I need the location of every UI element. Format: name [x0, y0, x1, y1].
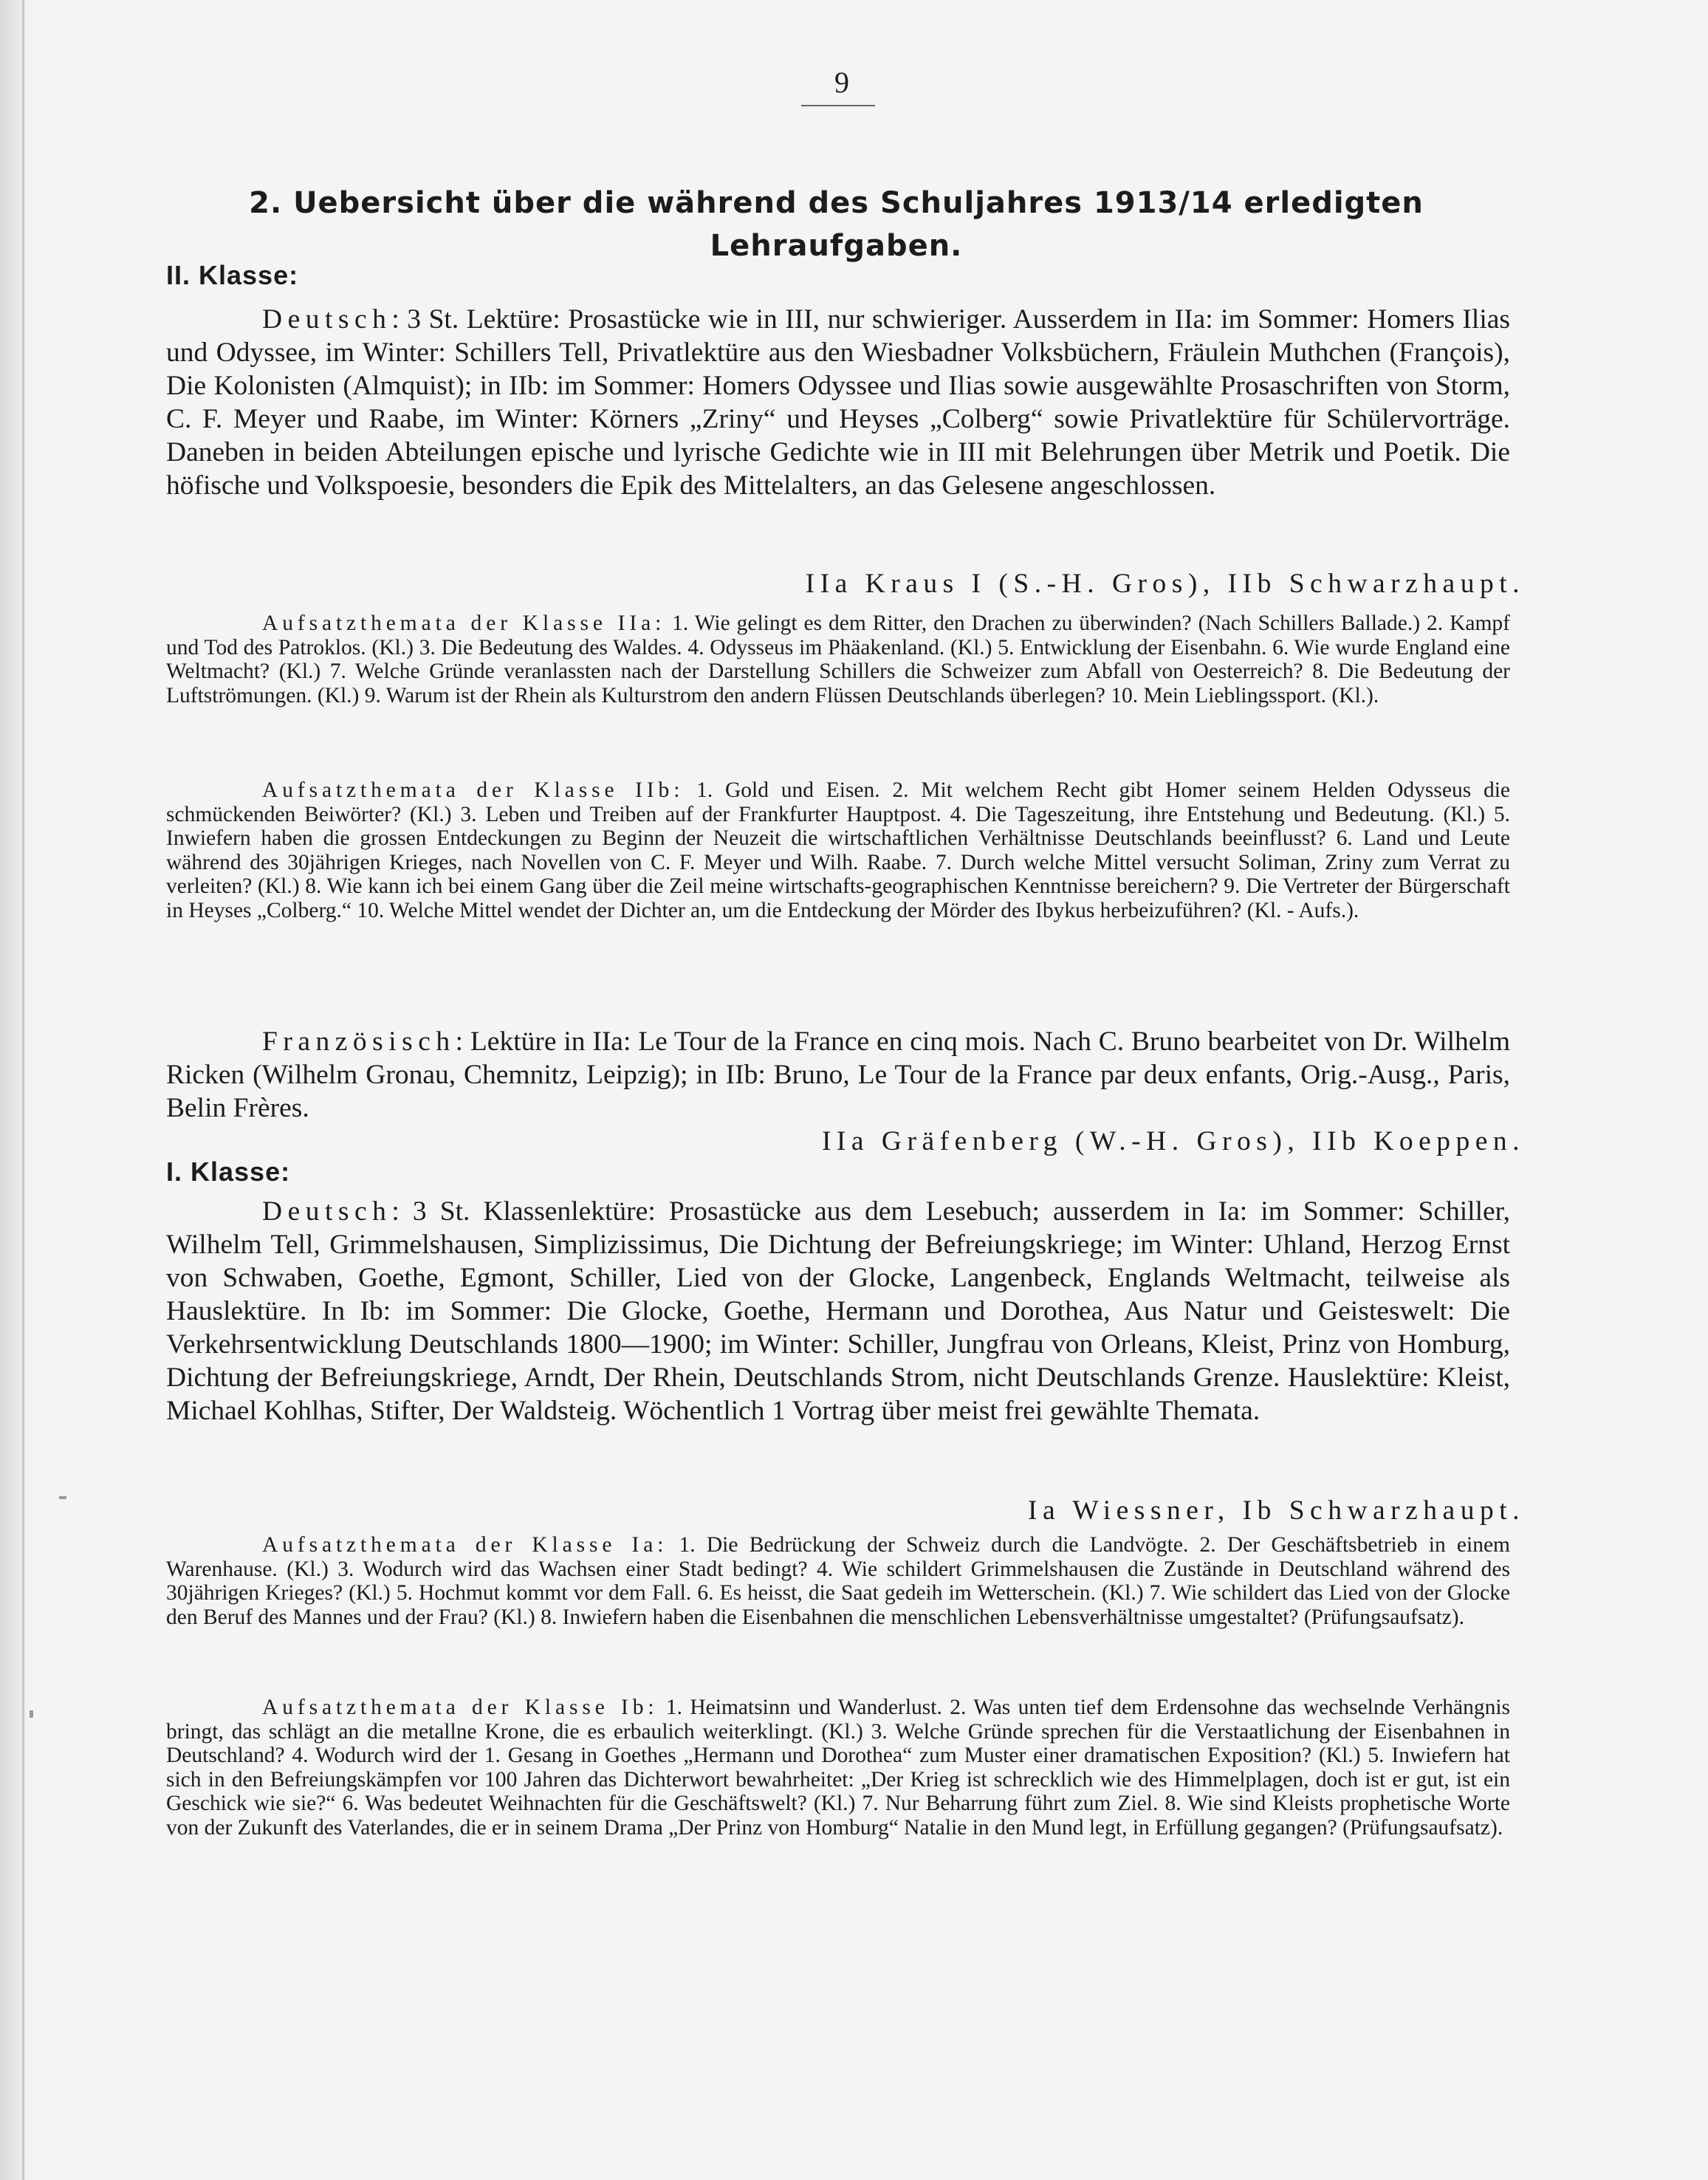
class-heading-ii: II. Klasse:: [166, 260, 299, 290]
i-deutsch-teachers: Ia Wiessner, Ib Schwarzhaupt.: [1027, 1495, 1525, 1526]
ii-deutsch-paragraph: [166, 303, 1510, 502]
ii-aufsatz-a-label: Aufsatzthemata der Klasse IIa:: [262, 611, 666, 635]
i-aufsatz-a-text: 1. Die Bedrückung der Schweiz durch die Landvögte. 2. Der Geschäftsbetrieb in einem Warenhause. (Kl.) 3. Wodurch wird das Wachsen einer Stadt bedingt? 4. Wie schildert Grimmelshausen die Zustände in Deutschland während des 30jährigen Krieges? (Kl.) 5. Hochmut kommt vor dem Fall. 6. Es heisst, die Saat gedeih im Wetterschein. (Kl.) 7. Wie schildert das Lied von der Glocke den Beruf des Mannes und der Frau? (Kl.) 8. Inwiefern haben die Eisenbahnen die menschlichen Lebensverhältnisse umgestaltet? (Prüfungsaufsatz).: [166, 1533, 1511, 1629]
ii-franzoesisch-paragraph: [166, 1025, 1510, 1125]
i-aufsatz-b-label: Aufsatzthemata der Klasse Ib:: [262, 1696, 659, 1719]
i-aufsatz-a-paragraph: [166, 1533, 1510, 1629]
ii-franzoesisch-text: : Lektüre in IIa: Le Tour de la France en cinq mois. Nach C. Bruno bearbeitet von Dr. Wilhelm Ricken (Wilhelm Gronau, Chemnitz, Leipzig); in IIb: Bruno, Le Tour de la France par deux enfants, Orig.-Ausg., Paris, Belin Frères.: [166, 1026, 1510, 1123]
i-deutsch-text: : 3 St. Klassenlektüre: Prosastücke aus dem Lesebuch; ausserdem in Ia: im Sommer: Schiller, Wilhelm Tell, Grimmelshausen, Simplizissimus, Die Dichtung der Befreiungskriege; im Winter: Uhland, Herzog Ernst von Schwaben, Goethe, Egmont, Schiller, Lied von der Glocke, Langenbeck, Englands Weltmacht, teilweise als Hauslektüre. In Ib: im Sommer: Die Glocke, Goethe, Hermann und Dorothea, Aus Natur und Geisteswelt: Die Verkehrsentwicklung Deutschlands 1800—1900; im Winter: Schiller, Jungfrau von Orleans, Kleist, Prinz von Homburg, Dichtung der Befreiungskriege, Arndt, Der Rhein, Deutschlands Strom, nicht Deutschlands Grenze. Hauslektüre: Kleist, Michael Kohlhas, Stifter, Der Waldsteig. Wöchentlich 1 Vortrag über meist frei gewählte Themata.: [166, 1196, 1510, 1426]
scan-speck: [59, 1496, 66, 1499]
book-binding-shadow: [0, 0, 30, 2180]
section-heading-line1: 2. Uebersicht über die während des Schuljahres 1913/14 erledigten: [249, 186, 1424, 220]
page-edge-line: [22, 0, 24, 2180]
i-aufsatz-b-text: 1. Heimatsinn und Wanderlust. 2. Was unten tief dem Erdensohne das wechselnde Verhängnis bringt, das schlägt an die metallne Krone, die es erbaulich weiterklingt. (Kl.) 3. Welche Gründe sprechen für die Verstaatlichung der Eisenbahnen in Deutschland? 4. Wodurch wird der 1. Gesang in Goethes „Hermann und Dorothea“ zum Muster einer dramatischen Exposition? (Kl.) 5. Inwiefern hat sich in den Befreiungskämpfen vor 100 Jahren das Dichterwort bewahrheitet: „Der Krieg ist schrecklich wie des Himmelplagen, doch ist er gut, ist ein Geschick wie sie?“ 6. Was bedeutet Weihnachten für die Geschäftswelt? (Kl.) 7. Nur Beharrung führt zum Ziel. 8. Wie sind Kleists prophetische Worte von der Zukunft des Vaterlandes, die er in seinem Drama „Der Prinz von Homburg“ Natalie in den Mund legt, in Erfüllung gegangen? (Prüfungsaufsatz).: [166, 1696, 1511, 1840]
page-number: 9: [834, 66, 849, 99]
i-aufsatz-b-paragraph: [166, 1696, 1510, 1840]
section-heading: [162, 182, 1510, 267]
scan-speck: [30, 1710, 33, 1718]
i-deutsch-subject: Deutsch: [262, 1196, 392, 1227]
i-deutsch-paragraph: [166, 1195, 1510, 1427]
ii-aufsatz-b-label: Aufsatzthemata der Klasse IIb:: [262, 778, 685, 802]
ii-aufsatz-b-paragraph: [166, 778, 1510, 922]
class-heading-i: I. Klasse:: [166, 1156, 291, 1187]
i-aufsatz-a-label: Aufsatzthemata der Klasse Ia:: [262, 1533, 668, 1557]
ii-deutsch-subject: Deutsch: [262, 304, 392, 335]
page-number-rule: [801, 105, 875, 106]
ii-aufsatz-a-paragraph: [166, 611, 1510, 707]
ii-franzoesisch-teachers: IIa Gräfenberg (W.-H. Gros), IIb Koeppen.: [821, 1126, 1525, 1156]
section-heading-line2: Lehraufgaben.: [710, 229, 963, 263]
ii-aufsatz-a-text: 1. Wie gelingt es dem Ritter, den Drachen zu überwinden? (Nach Schillers Ballade.) 2. Kampf und Tod des Patroklos. (Kl.) 3. Die Bedeutung des Waldes. 4. Odysseus im Phäakenland. (Kl.) 5. Entwicklung der Eisenbahn. 6. Wie wurde England eine Weltmacht? (Kl.) 7. Welche Gründe veranlassten nach der Darstellung Schillers die Schweizer zum Abfall von Oesterreich? 8. Die Bedeutung der Luftströmungen. (Kl.) 9. Warum ist der Rhein als Kulturstrom den andern Flüssen Deutschlands überlegen? 10. Mein Lieblingssport. (Kl.).: [166, 611, 1510, 707]
ii-aufsatz-b-text: 1. Gold und Eisen. 2. Mit welchem Recht gibt Homer seinem Helden Odysseus die schmückenden Beiwörter? (Kl.) 3. Leben und Treiben auf der Frankfurter Hauptpost. 4. Die Tageszeitung, ihre Entstehung und Bedeutung. (Kl.) 5. Inwiefern haben die grossen Entdeckungen zu Beginn der Neuzeit die wirtschaftlichen Verhältnisse Deutschlands beeinflusst? 6. Land und Leute während des 30jährigen Krieges, nach Novellen von C. F. Meyer und Wilh. Raabe. 7. Durch welche Mittel versucht Soliman, Zriny zum Verrat zu verleiten? (Kl.) 8. Wie kann ich bei einem Gang über die Zeil meine wirtschafts-geographischen Kenntnisse bereichern? 9. Die Vertreter der Bürgerschaft in Heyses „Colberg.“ 10. Welche Mittel wendet der Dichter an, um die Entdeckung der Mörder des Ibykus herbeizuführen? (Kl. - Aufs.).: [166, 778, 1510, 922]
ii-franzoesisch-subject: Französisch: [262, 1026, 456, 1057]
ii-deutsch-teachers: IIa Kraus I (S.-H. Gros), IIb Schwarzhaupt.: [805, 569, 1525, 599]
ii-deutsch-text: : 3 St. Lektüre: Prosastücke wie in III, nur schwieriger. Ausserdem in IIa: im Sommer: Homers Ilias und Odyssee, im Winter: Schillers Tell, Privatlektüre aus den Wiesbadner Volksbüchern, Fräulein Muthchen (François), Die Kolonisten (Almquist); in IIb: im Sommer: Homers Odyssee und Ilias sowie ausgewählte Prosaschriften von Storm, C. F. Meyer und Raabe, im Winter: Körners „Zriny“ und Heyses „Colberg“ sowie Privatlektüre für Schülervorträge. Daneben in beiden Abteilungen epische und lyrische Gedichte wie in III mit Belehrungen über Metrik und Poetik. Die höfische und Volkspoesie, besonders die Epik des Mittelalters, an das Gelesene angeschlossen.: [166, 304, 1510, 501]
